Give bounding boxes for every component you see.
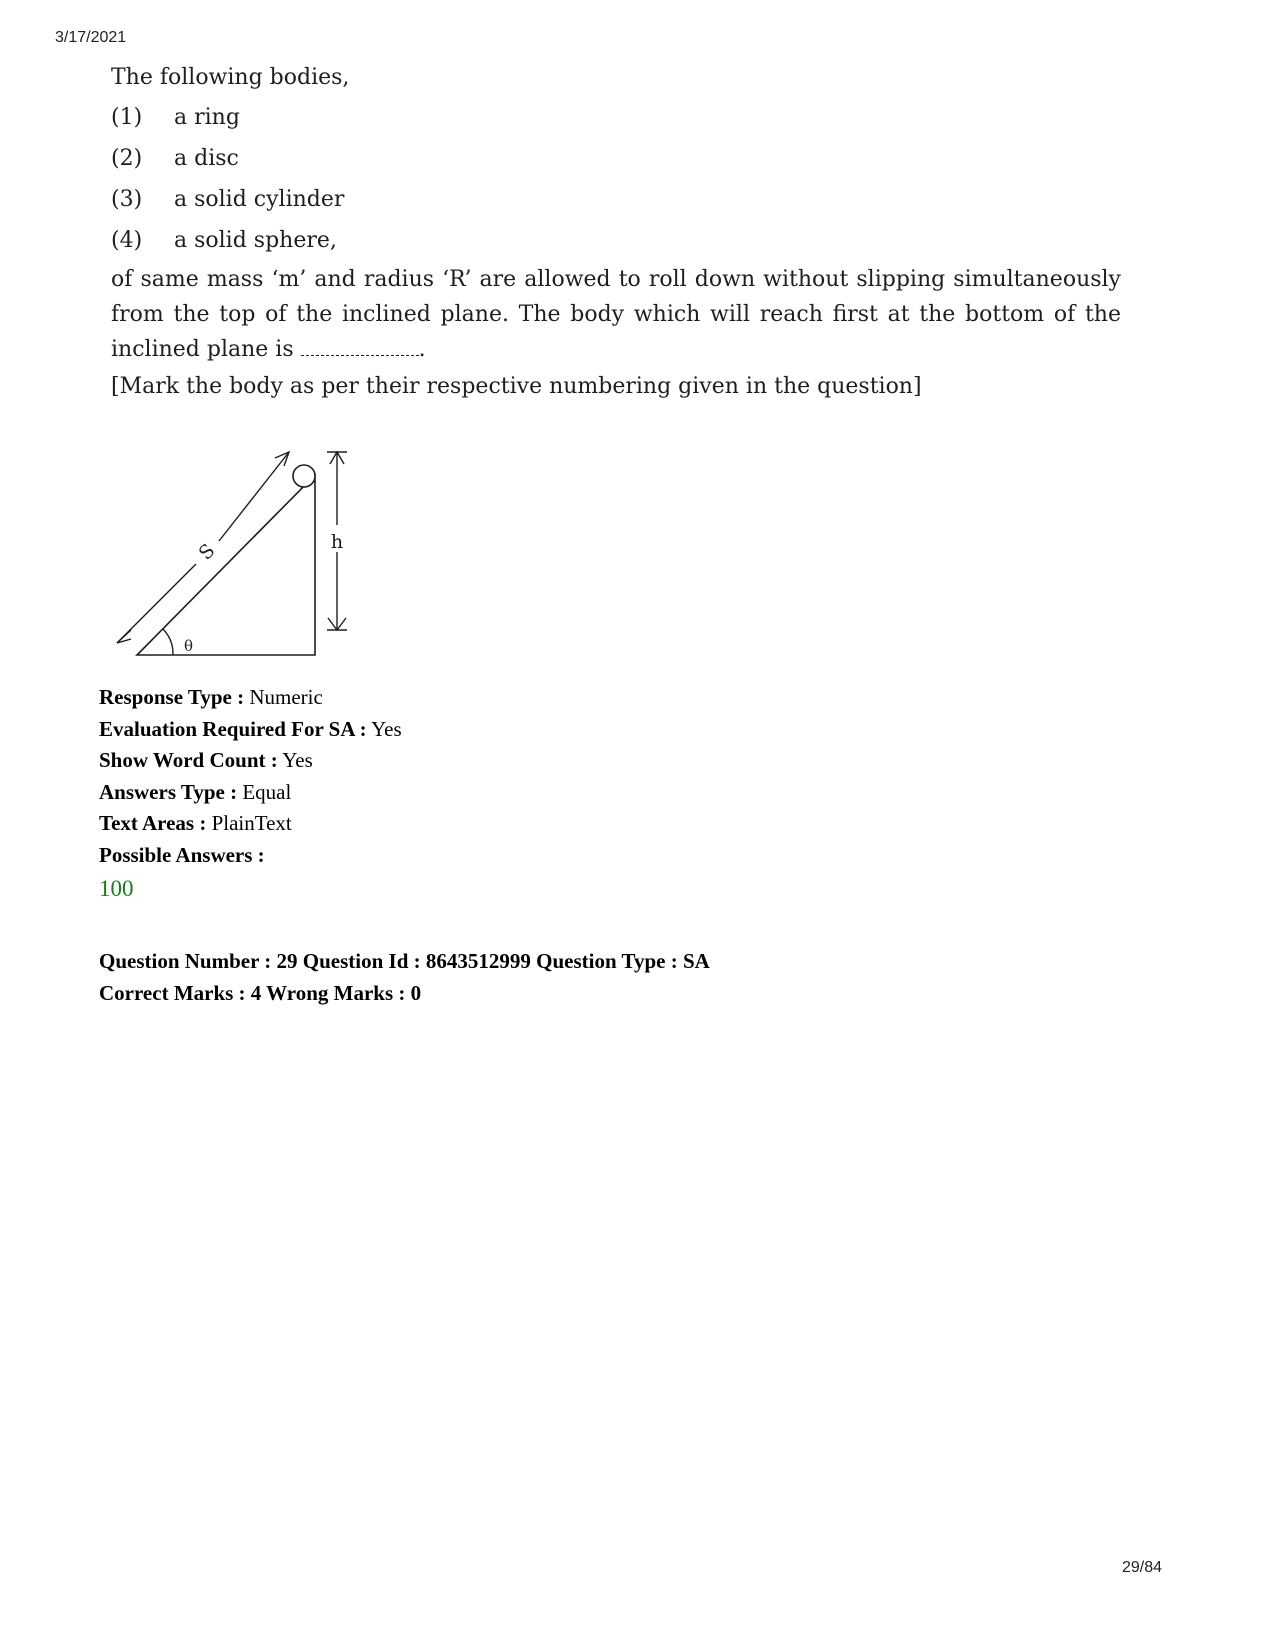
possible-answers-key: Possible Answers : — [99, 842, 265, 867]
show-word-count-key: Show Word Count : — [99, 748, 278, 773]
answer-blank — [301, 337, 419, 356]
answers-type-row — [99, 777, 402, 809]
s-arrow-line-upper — [219, 452, 289, 541]
list-item-number: (4) — [111, 228, 143, 253]
evaluation-required-row — [99, 714, 402, 746]
list-item-text: a solid sphere, — [174, 228, 337, 253]
incline-triangle — [137, 475, 315, 655]
list-item-text: a ring — [174, 105, 240, 130]
response-type-value: Numeric — [249, 685, 323, 709]
possible-answer-value: 100 — [99, 875, 134, 901]
list-item — [111, 184, 1121, 225]
theta-label: θ — [184, 637, 194, 655]
question-block — [111, 62, 1121, 403]
response-type-row — [99, 682, 402, 714]
paragraph-end: . — [418, 337, 426, 362]
s-label: S — [194, 539, 220, 565]
paragraph-text: of same mass ‘m’ and radius ‘R’ are allowed to roll down without slipping simultaneously from the top of the inclined plane. The body which will reach first at the bottom of the inclined plane is — [111, 267, 1121, 362]
text-areas-key: Text Areas : — [99, 811, 207, 836]
theta-arc — [163, 629, 173, 655]
list-item — [111, 102, 1121, 143]
text-areas-value: PlainText — [211, 811, 292, 836]
rolling-body-icon — [293, 465, 315, 487]
show-word-count-row — [99, 745, 402, 777]
page-number: 29/84 — [1121, 1559, 1162, 1576]
text-areas-row — [99, 808, 402, 840]
list-item-number: (1) — [111, 105, 143, 130]
response-type-key: Response Type : — [99, 685, 245, 709]
question-paragraph — [111, 262, 1121, 367]
question-instruction: [Mark the body as per their respective numbering given in the question] — [111, 374, 922, 399]
print-date: 3/17/2021 — [55, 29, 127, 46]
show-word-count-value: Yes — [282, 748, 313, 773]
answers-type-value: Equal — [242, 779, 292, 804]
evaluation-required-key: Evaluation Required For SA : — [99, 716, 367, 741]
list-item-text: a solid cylinder — [174, 187, 345, 212]
question-intro: The following bodies, — [111, 65, 350, 90]
list-item-number: (2) — [111, 146, 143, 171]
answers-type-key: Answers Type : — [99, 779, 238, 804]
s-arrowhead-bottom-icon — [117, 630, 131, 643]
question-number-line: Question Number : 29 Question Id : 8643512999 Question Type : SA — [99, 949, 710, 973]
list-item-number: (3) — [111, 187, 143, 212]
list-item-text: a disc — [174, 146, 239, 171]
list-item — [111, 225, 1121, 266]
response-metadata — [99, 682, 402, 906]
h-label: h — [330, 531, 344, 553]
evaluation-required-value: Yes — [371, 716, 402, 741]
possible-answers-row — [99, 840, 402, 872]
marks-line: Correct Marks : 4 Wrong Marks : 0 — [99, 980, 422, 1005]
next-question-info — [99, 946, 710, 1009]
inclined-plane-diagram — [111, 440, 371, 665]
list-item — [111, 143, 1121, 184]
